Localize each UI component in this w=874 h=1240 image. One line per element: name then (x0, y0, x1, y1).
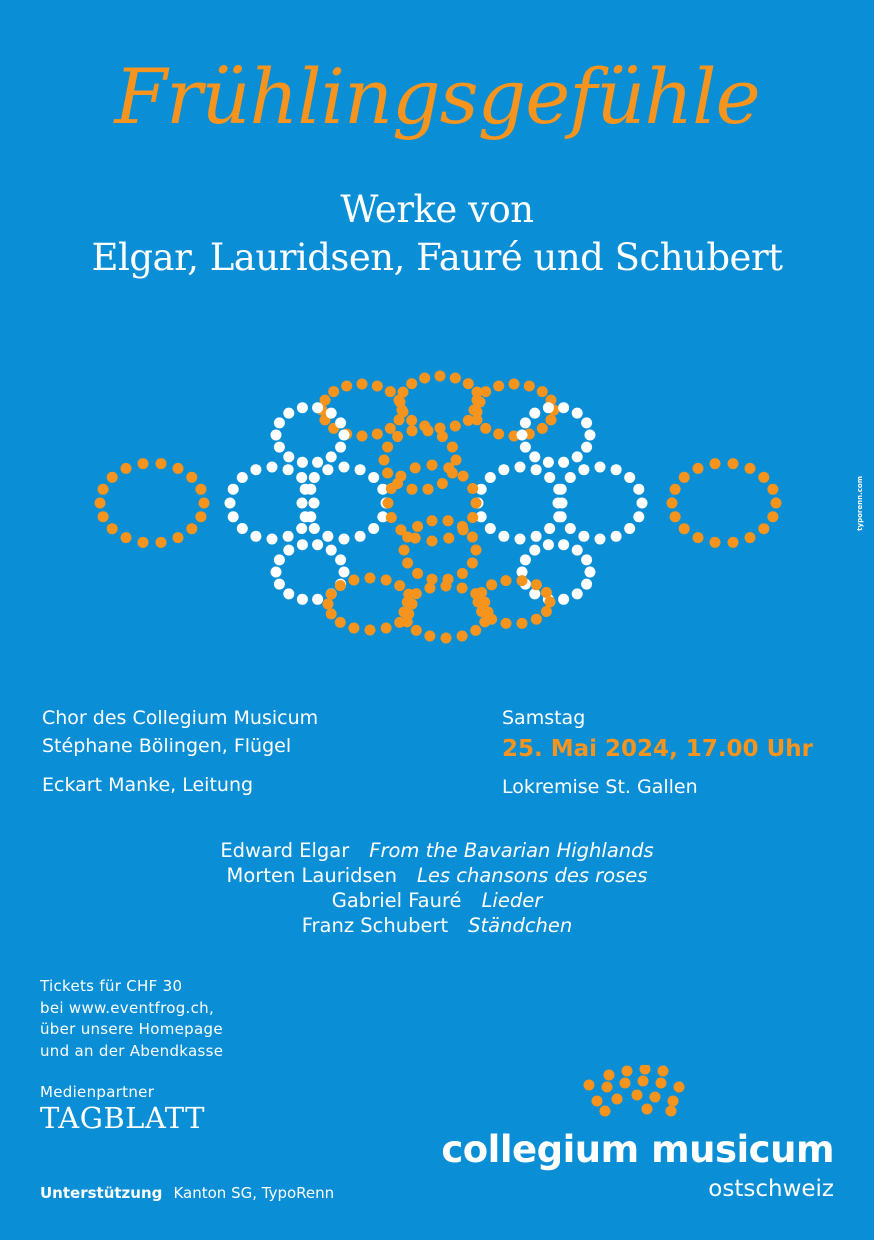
ornament-dot (326, 408, 337, 419)
ornament-dot (558, 402, 569, 413)
ornament-dot (107, 523, 118, 534)
poster-title: Frühlingsgefühle (114, 52, 760, 141)
tickets-line: und an der Abendkasse (40, 1041, 224, 1060)
ornament-dot (186, 523, 197, 534)
ornament-dot (767, 511, 778, 522)
ornament-dot (624, 523, 635, 534)
ornament-dot (326, 545, 337, 556)
ornament-dot (406, 378, 417, 389)
ornament-dot (480, 386, 491, 397)
composer-name: Franz Schubert (301, 914, 449, 937)
ornament-dot (98, 484, 109, 495)
ornament-dot (501, 618, 512, 629)
ornament-dot (382, 442, 393, 453)
ornament-dot (531, 579, 542, 590)
ornament-dot (382, 468, 393, 479)
pianist-name: Stéphane Bölingen, Flügel (42, 735, 292, 757)
ornament-dot (410, 462, 421, 473)
ornament-dot (498, 464, 509, 475)
ornament-dot (450, 421, 461, 432)
logo-dot (592, 1096, 603, 1107)
ornament-dot (368, 472, 379, 483)
ornament-dot (520, 554, 531, 565)
ornament-dot (297, 457, 308, 468)
tickets-line: über unsere Homepage (40, 1020, 223, 1038)
ornament-dot (309, 523, 320, 534)
program-item (0, 913, 874, 938)
ornament-dot (572, 451, 583, 462)
ornament-dot (173, 463, 184, 474)
ornament-dot (402, 597, 413, 608)
ornament-dot (531, 464, 542, 475)
ornament-dot (493, 429, 504, 440)
ornament-dot (543, 539, 554, 550)
ornament-dot (274, 579, 285, 590)
ornament-dot (322, 531, 333, 542)
ornament-dot (467, 512, 478, 523)
ornament-dot (395, 397, 406, 408)
ornament-dot (498, 531, 509, 542)
ornament-dot (515, 534, 526, 545)
ornament-dot (228, 511, 239, 522)
ornament-dot (392, 431, 403, 442)
ornament-dot (553, 484, 564, 495)
ornament-dot (469, 405, 480, 416)
ornament-dot (121, 463, 132, 474)
ornament-dot (501, 575, 512, 586)
ornament-dot (476, 606, 487, 617)
ornament-dot (407, 425, 418, 436)
ornament-dot (427, 460, 438, 471)
ornament-dot (541, 606, 552, 617)
ornament-dot (728, 458, 739, 469)
ornament-dot (758, 472, 769, 483)
ornament-dot (297, 402, 308, 413)
logo-dot (632, 1090, 643, 1101)
ornament-dot (467, 483, 478, 494)
ornament-dot (457, 521, 468, 532)
ornament-dot (237, 472, 248, 483)
ornament-dot (406, 415, 417, 426)
ornament-dot (296, 472, 307, 483)
ornament-dot (312, 402, 323, 413)
ornament-dot (670, 511, 681, 522)
ornament-dot (633, 511, 644, 522)
ornament-dot (581, 442, 592, 453)
ornament-dot (412, 568, 423, 579)
choir-name: Chor des Collegium Musicum (42, 707, 319, 729)
support-label: Unterstützung (40, 1184, 163, 1202)
ornament-dot (95, 498, 106, 509)
ornament-dot (312, 539, 323, 550)
logo-dot (640, 1065, 651, 1075)
ornament-dot (156, 537, 167, 548)
ornament-dot (543, 457, 554, 468)
ornament-dot (326, 451, 337, 462)
ornament-dot (372, 429, 383, 440)
ornament-dot (572, 408, 583, 419)
ornament-dot (441, 633, 452, 644)
ornament-dot (381, 575, 392, 586)
ornament-dot (485, 472, 496, 483)
ornament-dot (296, 523, 307, 534)
ornament-dot (467, 532, 478, 543)
ornament-dot (572, 545, 583, 556)
ornament-dot (537, 386, 548, 397)
ornament-dot (517, 430, 528, 441)
ornament-dot (300, 484, 311, 495)
ornament-dot (355, 531, 366, 542)
ornament-dot (297, 594, 308, 605)
ornament-dot (368, 523, 379, 534)
logo-dot (612, 1094, 623, 1105)
ornament-dot (728, 537, 739, 548)
ornament-dot (637, 498, 648, 509)
ornament-dot (339, 534, 350, 545)
logo-dot (638, 1076, 649, 1087)
ornament-dot (411, 588, 422, 599)
ornament-dot (326, 589, 337, 600)
ornament-dot (485, 523, 496, 534)
logo-dot (674, 1082, 685, 1093)
ornament-dot (348, 575, 359, 586)
ornament-dot (595, 534, 606, 545)
logo-dot (604, 1070, 615, 1081)
ornament-dot (509, 379, 520, 390)
logo-dot (602, 1082, 613, 1093)
ornament-dot (544, 472, 555, 483)
ornament-dot (611, 464, 622, 475)
support-text: Kanton SG, TypoRenn (173, 1184, 335, 1202)
logo-dot (584, 1080, 595, 1091)
ornament-dot (407, 484, 418, 495)
composer-name: Gabriel Fauré (331, 889, 462, 912)
ornament-dot (107, 472, 118, 483)
work-title: From the Bavarian Highlands (369, 839, 654, 862)
credit-text: typorenn.com (856, 476, 864, 531)
ornament-dot (394, 580, 405, 591)
ornament-dot (517, 575, 528, 586)
ornament-dot (271, 430, 282, 441)
ornament-dot (402, 616, 413, 627)
ornament-dot (427, 515, 438, 526)
ornament-dot (529, 408, 540, 419)
ornament-dot (578, 464, 589, 475)
ornament-dot (156, 458, 167, 469)
ornament-dot (339, 430, 350, 441)
ornament-dot (450, 373, 461, 384)
work-title: Les chansons des roses (417, 864, 648, 887)
ornament-dot (457, 631, 468, 642)
logo-dot (620, 1078, 631, 1089)
event-venue: Lokremise St. Gallen (502, 776, 698, 798)
ornament-dot (383, 498, 394, 509)
ornament-dot (624, 472, 635, 483)
ornament-dot (520, 417, 531, 428)
tickets-line: Tickets für CHF 30 (40, 977, 183, 995)
logo-dot (668, 1096, 679, 1107)
ornament-dot (480, 423, 491, 434)
ornament-dot (565, 472, 576, 483)
ornament-dot (267, 462, 278, 473)
ornament-dot (471, 545, 482, 556)
ornament-dot (411, 625, 422, 636)
ornament-dot (199, 498, 210, 509)
ornament-dot (473, 597, 484, 608)
ornament-dot (300, 511, 311, 522)
ornament-dot (537, 423, 548, 434)
ornament-dot (398, 387, 409, 398)
ornament-dot (529, 451, 540, 462)
ornament-dot (581, 417, 592, 428)
ornament-dot (228, 484, 239, 495)
ornament-dot (515, 462, 526, 473)
ornament-dot (745, 532, 756, 543)
ornament-dot (767, 484, 778, 495)
ornament-dot (423, 425, 434, 436)
ornament-dot (581, 579, 592, 590)
ornament-dot (395, 471, 406, 482)
ornament-dot (424, 583, 435, 594)
ornament-dot (283, 464, 294, 475)
ornament-dot (274, 442, 285, 453)
work-title: Lieder (481, 889, 543, 912)
ornament-dot (328, 386, 339, 397)
ornament-dot (710, 537, 721, 548)
ornament-dot (545, 597, 556, 608)
ornament-dot (667, 498, 678, 509)
ornament-dot (398, 406, 409, 417)
ornament-dot (558, 539, 569, 550)
ornament-dot (435, 371, 446, 382)
ornament-dot (402, 532, 413, 543)
ornament-dot (710, 458, 721, 469)
ornament-dot (423, 484, 434, 495)
ornament-dot (472, 395, 483, 406)
ornament-dot (323, 599, 334, 610)
ornament-dot (633, 484, 644, 495)
ornament-dot (463, 378, 474, 389)
ornament-dot (225, 498, 236, 509)
work-title: Ständchen (468, 914, 573, 937)
ornament-dot (283, 588, 294, 599)
ornament-dot (437, 431, 448, 442)
ornament-dot (372, 381, 383, 392)
ornament-dot (595, 462, 606, 473)
ornament-dot (486, 579, 497, 590)
ornament-dot (283, 531, 294, 542)
ornament-dot (385, 386, 396, 397)
composer-name: Edward Elgar (220, 839, 350, 862)
ornament-dot (309, 498, 320, 509)
ornament-dot (271, 567, 282, 578)
ornament-dot (309, 472, 320, 483)
logo-subtitle: ostschweiz (708, 1176, 834, 1202)
ornament-dot (531, 614, 542, 625)
ornament-dot (557, 498, 568, 509)
ornament-dot (470, 625, 481, 636)
ornament-dot (386, 483, 397, 494)
ornament-dot (529, 545, 540, 556)
ornament-dot (437, 478, 448, 489)
ornament-dot (524, 381, 535, 392)
ornament-dot (357, 379, 368, 390)
ornament-dot (457, 583, 468, 594)
logo-dot (600, 1106, 611, 1117)
ornament-dot (138, 537, 149, 548)
dot-arc-logo-icon (575, 1065, 705, 1117)
ornament-dot (195, 484, 206, 495)
ornament-dot (412, 521, 423, 532)
ornament-dot (274, 417, 285, 428)
event-weekday: Samstag (502, 707, 586, 729)
ornament-dot (546, 414, 557, 425)
ornament-dot (541, 587, 552, 598)
ornament-dot (195, 511, 206, 522)
ornament-dot (679, 472, 690, 483)
ornament-dot (335, 580, 346, 591)
logo-dot (666, 1106, 677, 1117)
subtitle-line-1: Werke von (340, 188, 534, 231)
conductor-name: Eckart Manke, Leitung (42, 774, 254, 796)
ornament-dot (138, 458, 149, 469)
ornament-dot (572, 588, 583, 599)
ornament-dot (486, 614, 497, 625)
ornament-dot (447, 442, 458, 453)
ornament-dot (283, 408, 294, 419)
ornament-dot (98, 511, 109, 522)
program-list (0, 838, 874, 938)
program-item (0, 863, 874, 888)
ornament-dot (339, 567, 350, 578)
ornament-dot (520, 442, 531, 453)
tagblatt-logo: TAGBLATT (40, 1101, 206, 1135)
ornament-dot (267, 534, 278, 545)
ornament-dot (693, 463, 704, 474)
event-date-time: 25. Mai 2024, 17.00 Uhr (502, 736, 813, 762)
ornament-dot (250, 531, 261, 542)
ornament-dot (670, 484, 681, 495)
ornament-dot (312, 594, 323, 605)
ornament-dot (297, 539, 308, 550)
ornament-dot (173, 532, 184, 543)
ornament-dot (250, 464, 261, 475)
ornament-dot (379, 455, 390, 466)
tickets-info (40, 976, 223, 1062)
logo-dot (642, 1104, 653, 1115)
ornament-dot (693, 532, 704, 543)
ornament-dot (402, 558, 413, 569)
ornament-dot (585, 430, 596, 441)
ornament-dot (399, 545, 410, 556)
ornament-dot (335, 417, 346, 428)
ornament-dot (578, 531, 589, 542)
ornament-dot (493, 381, 504, 392)
ornament-dot (186, 472, 197, 483)
logo-name: collegium musicum (441, 1128, 834, 1171)
ornament-dot (472, 414, 483, 425)
composer-name: Morten Lauridsen (226, 864, 398, 887)
ornament-dot (531, 531, 542, 542)
ornament-dot (581, 554, 592, 565)
ornament-dot (771, 498, 782, 509)
ornament-dot (355, 464, 366, 475)
logo-dot (656, 1078, 667, 1089)
ornament-dot (283, 451, 294, 462)
ornament-dot (467, 558, 478, 569)
ornament-dot (553, 511, 564, 522)
ornament-dot (679, 523, 690, 534)
ornament-dot (565, 523, 576, 534)
ornament-dot (357, 431, 368, 442)
ornament-dot (745, 463, 756, 474)
ornament-dot (335, 554, 346, 565)
ornament-dot (611, 531, 622, 542)
ornament-dot (386, 512, 397, 523)
ornament-dot (297, 498, 308, 509)
media-partner-label: Medienpartner (40, 1083, 155, 1101)
ornament-dot (517, 618, 528, 629)
subtitle-line-2: Elgar, Lauridsen, Fauré und Schubert (91, 236, 783, 279)
dot-pattern-ornament-icon (0, 340, 874, 660)
ornament-dot (443, 515, 454, 526)
ornament-dot (558, 457, 569, 468)
ornament-dot (381, 623, 392, 634)
ornament-dot (457, 568, 468, 579)
ornament-dot (335, 442, 346, 453)
ornament-dot (365, 625, 376, 636)
program-item (0, 888, 874, 913)
ornament-dot (443, 533, 454, 544)
ornament-dot (365, 573, 376, 584)
ornament-dot (558, 594, 569, 605)
ornament-dot (237, 523, 248, 534)
tickets-line: bei www.eventfrog.ch, (40, 998, 215, 1017)
ornament-dot (339, 462, 350, 473)
logo-dot (658, 1066, 669, 1077)
ornament-dot (121, 532, 132, 543)
logo-dot (622, 1066, 633, 1077)
ornament-dot (476, 587, 487, 598)
ornament-dot (322, 464, 333, 475)
ornament-dot (274, 554, 285, 565)
ornament-dot (399, 607, 410, 618)
ornament-dot (348, 623, 359, 634)
support-line (40, 1183, 334, 1202)
logo-dot (650, 1092, 661, 1103)
ornament-dot (312, 457, 323, 468)
ornament-dot (427, 536, 438, 547)
ornament-dot (471, 498, 482, 509)
ornament-dot (544, 523, 555, 534)
ornament-dot (424, 631, 435, 642)
ornament-dot (326, 608, 337, 619)
ornament-dot (443, 462, 454, 473)
ornament-dot (758, 523, 769, 534)
ornament-dot (341, 381, 352, 392)
ornament-dot (441, 581, 452, 592)
ornament-dot (335, 617, 346, 628)
ornament-dot (419, 373, 430, 384)
ornament-dot (585, 567, 596, 578)
program-item (0, 838, 874, 863)
ornament-dot (283, 545, 294, 556)
ornament-dot (458, 471, 469, 482)
ornament-dot (543, 402, 554, 413)
